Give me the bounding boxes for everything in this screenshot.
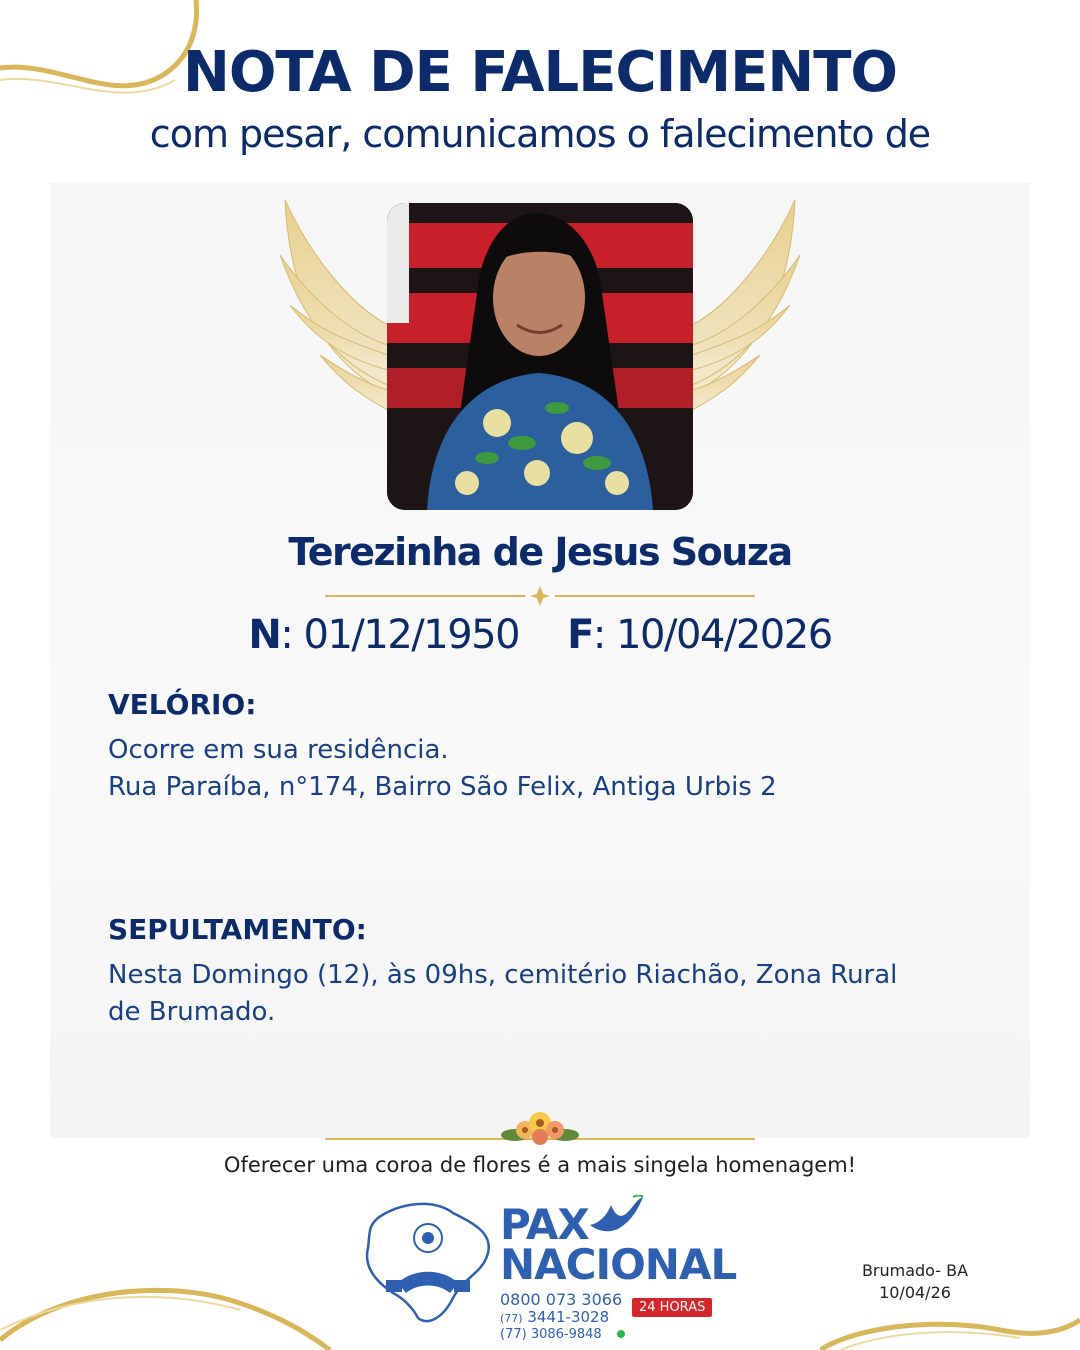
velorio-text — [108, 732, 968, 806]
page-title: NOTA DE FALECIMENTO — [182, 40, 898, 105]
phone-whatsapp — [500, 1327, 602, 1342]
brand-name — [500, 1200, 737, 1289]
sepultamento-line-1: Nesta Domingo (12), às 09hs, cemitério Riachão, Zona Rural — [108, 960, 898, 990]
phone-landline-number: 3441-3028 — [527, 1308, 610, 1326]
brazil-map-logo-icon — [358, 1198, 498, 1328]
flower-divider-icon — [325, 1105, 755, 1155]
birth-label: N — [248, 612, 281, 658]
life-dates: N: 01/12/1950 F: 10/04/2026 — [248, 612, 832, 658]
phone-toll-free: 0800 073 3066 — [500, 1290, 623, 1309]
tribute-message: Oferecer uma coroa de flores é a mais singela homenagem! — [223, 1153, 857, 1177]
deceased-name: Terezinha de Jesus Souza — [288, 530, 792, 574]
phone-landline — [500, 1308, 609, 1326]
deceased-photo — [387, 203, 693, 510]
phone-whatsapp-area: (77) — [500, 1327, 527, 1342]
velorio-label: VELÓRIO: — [108, 688, 257, 721]
whatsapp-icon — [617, 1330, 625, 1338]
phone-landline-area: (77) — [500, 1312, 523, 1325]
date-label: 10/04/26 — [879, 1283, 951, 1302]
location-date — [840, 1260, 990, 1304]
city-label: Brumado- BA — [861, 1261, 969, 1280]
phone-whatsapp-number: 3086-9848 — [530, 1327, 602, 1342]
gold-swoosh-bottom-left — [0, 1270, 340, 1350]
page-subtitle: com pesar, comunicamos o falecimento de — [149, 112, 931, 156]
gold-divider — [325, 584, 755, 608]
velorio-line-1: Ocorre em sua residência. — [108, 735, 449, 765]
birth-date: 01/12/1950 — [303, 612, 520, 658]
death-label: F — [567, 612, 593, 658]
death-date: 10/04/2026 — [616, 612, 832, 658]
sepultamento-label: SEPULTAMENTO: — [108, 913, 367, 946]
sepultamento-text — [108, 957, 968, 1031]
gold-swoosh-bottom-right — [820, 1300, 1080, 1350]
brand-line-2: NACIONAL — [500, 1240, 737, 1289]
velorio-line-2: Rua Paraíba, n°174, Bairro São Felix, Antiga Urbis 2 — [108, 772, 777, 802]
brand-line-1: PAX — [500, 1200, 589, 1249]
24h-badge: 24 HORAS — [632, 1298, 712, 1317]
sepultamento-line-2: de Brumado. — [108, 997, 276, 1027]
